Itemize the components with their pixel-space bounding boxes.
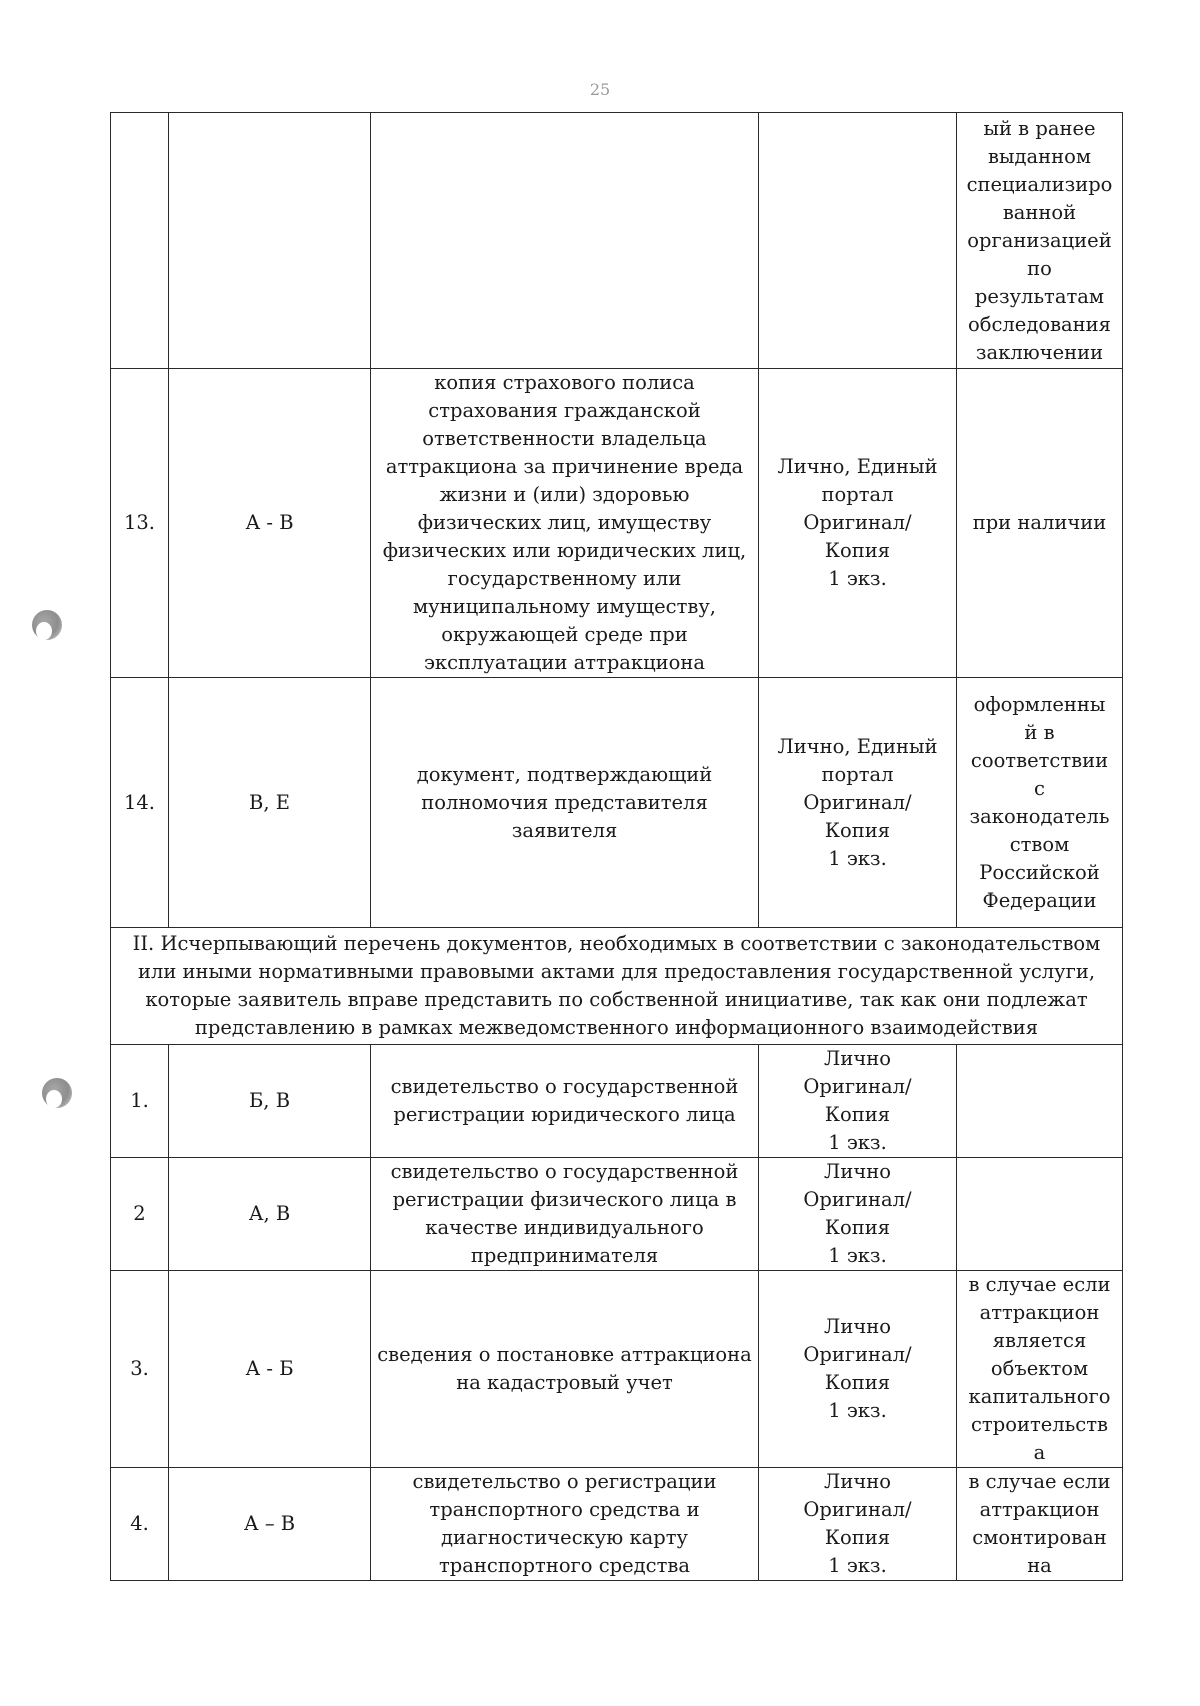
applicant-category-cell: А, В [169,1158,371,1271]
table-row [111,1158,1123,1271]
document-name-cell: документ, подтверждающий полномочия представителя заявителя [371,678,759,928]
section-header-row [111,928,1123,1045]
row-number-cell: 2 [111,1158,169,1271]
applicant-category-cell: В, Е [169,678,371,928]
submission-method-cell: Лично Оригинал/ Копия 1 экз. [759,1158,957,1271]
row-number-cell: 13. [111,369,169,678]
document-name-cell: свидетельство о регистрации транспортного средства и диагностическую карту транспортного средства [371,1468,759,1581]
document-name-cell: свидетельство о государственной регистрации физического лица в качестве индивидуального предпринимателя [371,1158,759,1271]
document-name-cell: копия страхового полиса страхования гражданской ответственности владельца аттракциона за причинение вреда жизни и (или) здоровью физических лиц, имуществу физических или юридических лиц, государственному или муниципальному имуществу, окружающей среде при эксплуатации аттракциона [371,369,759,678]
documents-table [110,112,1123,1581]
submission-method-cell [759,113,957,369]
table-row [111,1468,1123,1581]
table-row [111,369,1123,678]
applicant-category-cell: Б, В [169,1045,371,1158]
note-cell [957,1158,1123,1271]
punch-hole-mark [42,1078,72,1108]
note-cell: при наличии [957,369,1123,678]
note-cell: в случае если аттракцион смонтирован на [957,1468,1123,1581]
row-number-cell: 1. [111,1045,169,1158]
row-number-cell [111,113,169,369]
applicant-category-cell: А – В [169,1468,371,1581]
submission-method-cell: Лично Оригинал/ Копия 1 экз. [759,1045,957,1158]
row-number-cell: 14. [111,678,169,928]
submission-method-cell: Лично, Единый портал Оригинал/ Копия 1 экз. [759,369,957,678]
document-name-cell: свидетельство о государственной регистрации юридического лица [371,1045,759,1158]
page-number: 25 [589,80,611,99]
note-cell [957,1045,1123,1158]
table-row [111,678,1123,928]
submission-method-cell: Лично, Единый портал Оригинал/ Копия 1 экз. [759,678,957,928]
document-name-cell: сведения о постановке аттракциона на кадастровый учет [371,1271,759,1468]
row-number-cell: 3. [111,1271,169,1468]
submission-method-cell: Лично Оригинал/ Копия 1 экз. [759,1468,957,1581]
table-row [111,1271,1123,1468]
note-cell: оформленны й в соответствии с законодатель ством Российской Федерации [957,678,1123,928]
row-number-cell: 4. [111,1468,169,1581]
table-row [111,113,1123,369]
section-title: II. Исчерпывающий перечень документов, необходимых в соответствии с законодательством или иными нормативными правовыми актами для предоставления государственной услуги, которые заявитель вправе представить по собственной инициативе, так как они подлежат представлению в рамках межведомственного информационного взаимодействия [111,928,1123,1045]
submission-method-cell: Лично Оригинал/ Копия 1 экз. [759,1271,957,1468]
applicant-category-cell: А - В [169,369,371,678]
applicant-category-cell [169,113,371,369]
note-cell: ый в ранее выданном специализиро ванной организацией по результатам обследования заключении [957,113,1123,369]
applicant-category-cell: А - Б [169,1271,371,1468]
table-row [111,1045,1123,1158]
document-name-cell [371,113,759,369]
note-cell: в случае если аттракцион является объектом капитального строительств а [957,1271,1123,1468]
punch-hole-mark [32,610,62,640]
